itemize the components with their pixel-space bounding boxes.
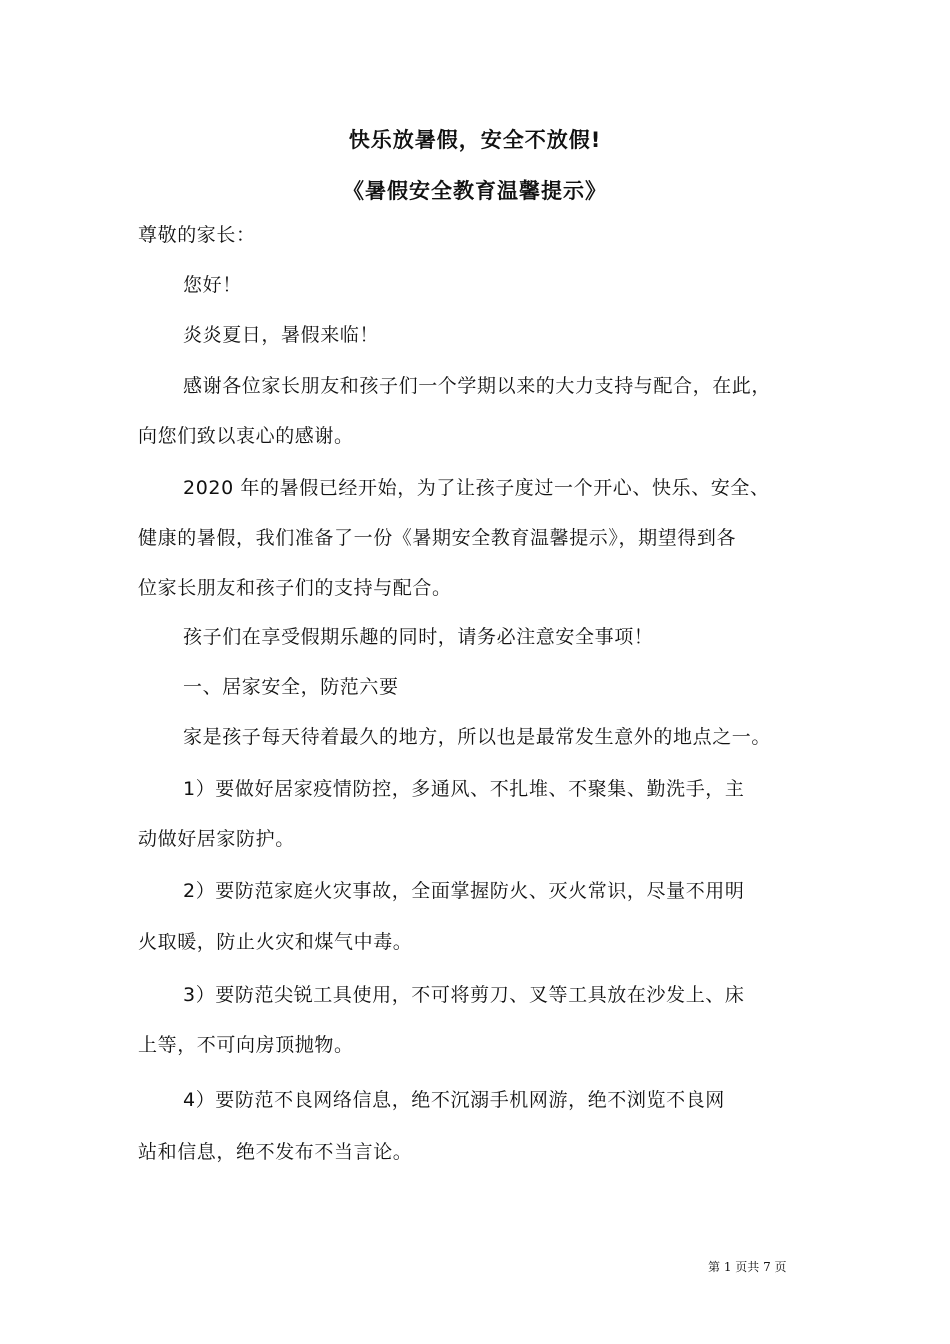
section-heading: 一、居家安全，防范六要 — [183, 676, 399, 698]
paragraph-line: 感谢各位家长朋友和孩子们一个学期以来的大力支持与配合，在此， — [183, 375, 772, 397]
list-item: 1）要做好居家疫情防控，多通风、不扎堆、不聚集、勤洗手，主 — [183, 778, 745, 800]
list-item-continuation: 火取暖，防止火灾和煤气中毒。 — [138, 931, 413, 953]
paragraph-line: 孩子们在享受假期乐趣的同时，请务必注意安全事项！ — [183, 626, 654, 648]
paragraph-line: 向您们致以衷心的感谢。 — [138, 425, 354, 447]
list-item: 4）要防范不良网络信息，绝不沉溺手机网游，绝不浏览不良网 — [183, 1089, 725, 1111]
paragraph-line: 炎炎夏日，暑假来临！ — [183, 324, 380, 346]
list-item: 3）要防范尖锐工具使用，不可将剪刀、叉等工具放在沙发上、床 — [183, 984, 745, 1006]
document-subtitle: 《暑假安全教育温馨提示》 — [343, 179, 607, 203]
paragraph-line: 家是孩子每天待着最久的地方，所以也是最常发生意外的地点之一。 — [183, 726, 772, 748]
document-title: 快乐放暑假，安全不放假! — [348, 128, 602, 152]
paragraph-line: 健康的暑假，我们准备了一份《暑期安全教育温馨提示》，期望得到各 — [138, 527, 737, 549]
paragraph-line: 位家长朋友和孩子们的支持与配合。 — [138, 577, 452, 599]
list-item-continuation: 动做好居家防护。 — [138, 828, 295, 850]
list-item: 2）要防范家庭火灾事故，全面掌握防火、灭火常识，尽量不用明 — [183, 880, 745, 902]
paragraph-line: 2020 年的暑假已经开始，为了让孩子度过一个开心、快乐、安全、 — [183, 477, 770, 499]
greeting: 您好！ — [183, 274, 242, 296]
list-item-continuation: 站和信息，绝不发布不当言论。 — [138, 1141, 413, 1163]
salutation: 尊敬的家长： — [138, 224, 256, 246]
page-number-footer: 第 1 页共 7 页 — [708, 1260, 787, 1274]
list-item-continuation: 上等，不可向房顶抛物。 — [138, 1034, 354, 1056]
